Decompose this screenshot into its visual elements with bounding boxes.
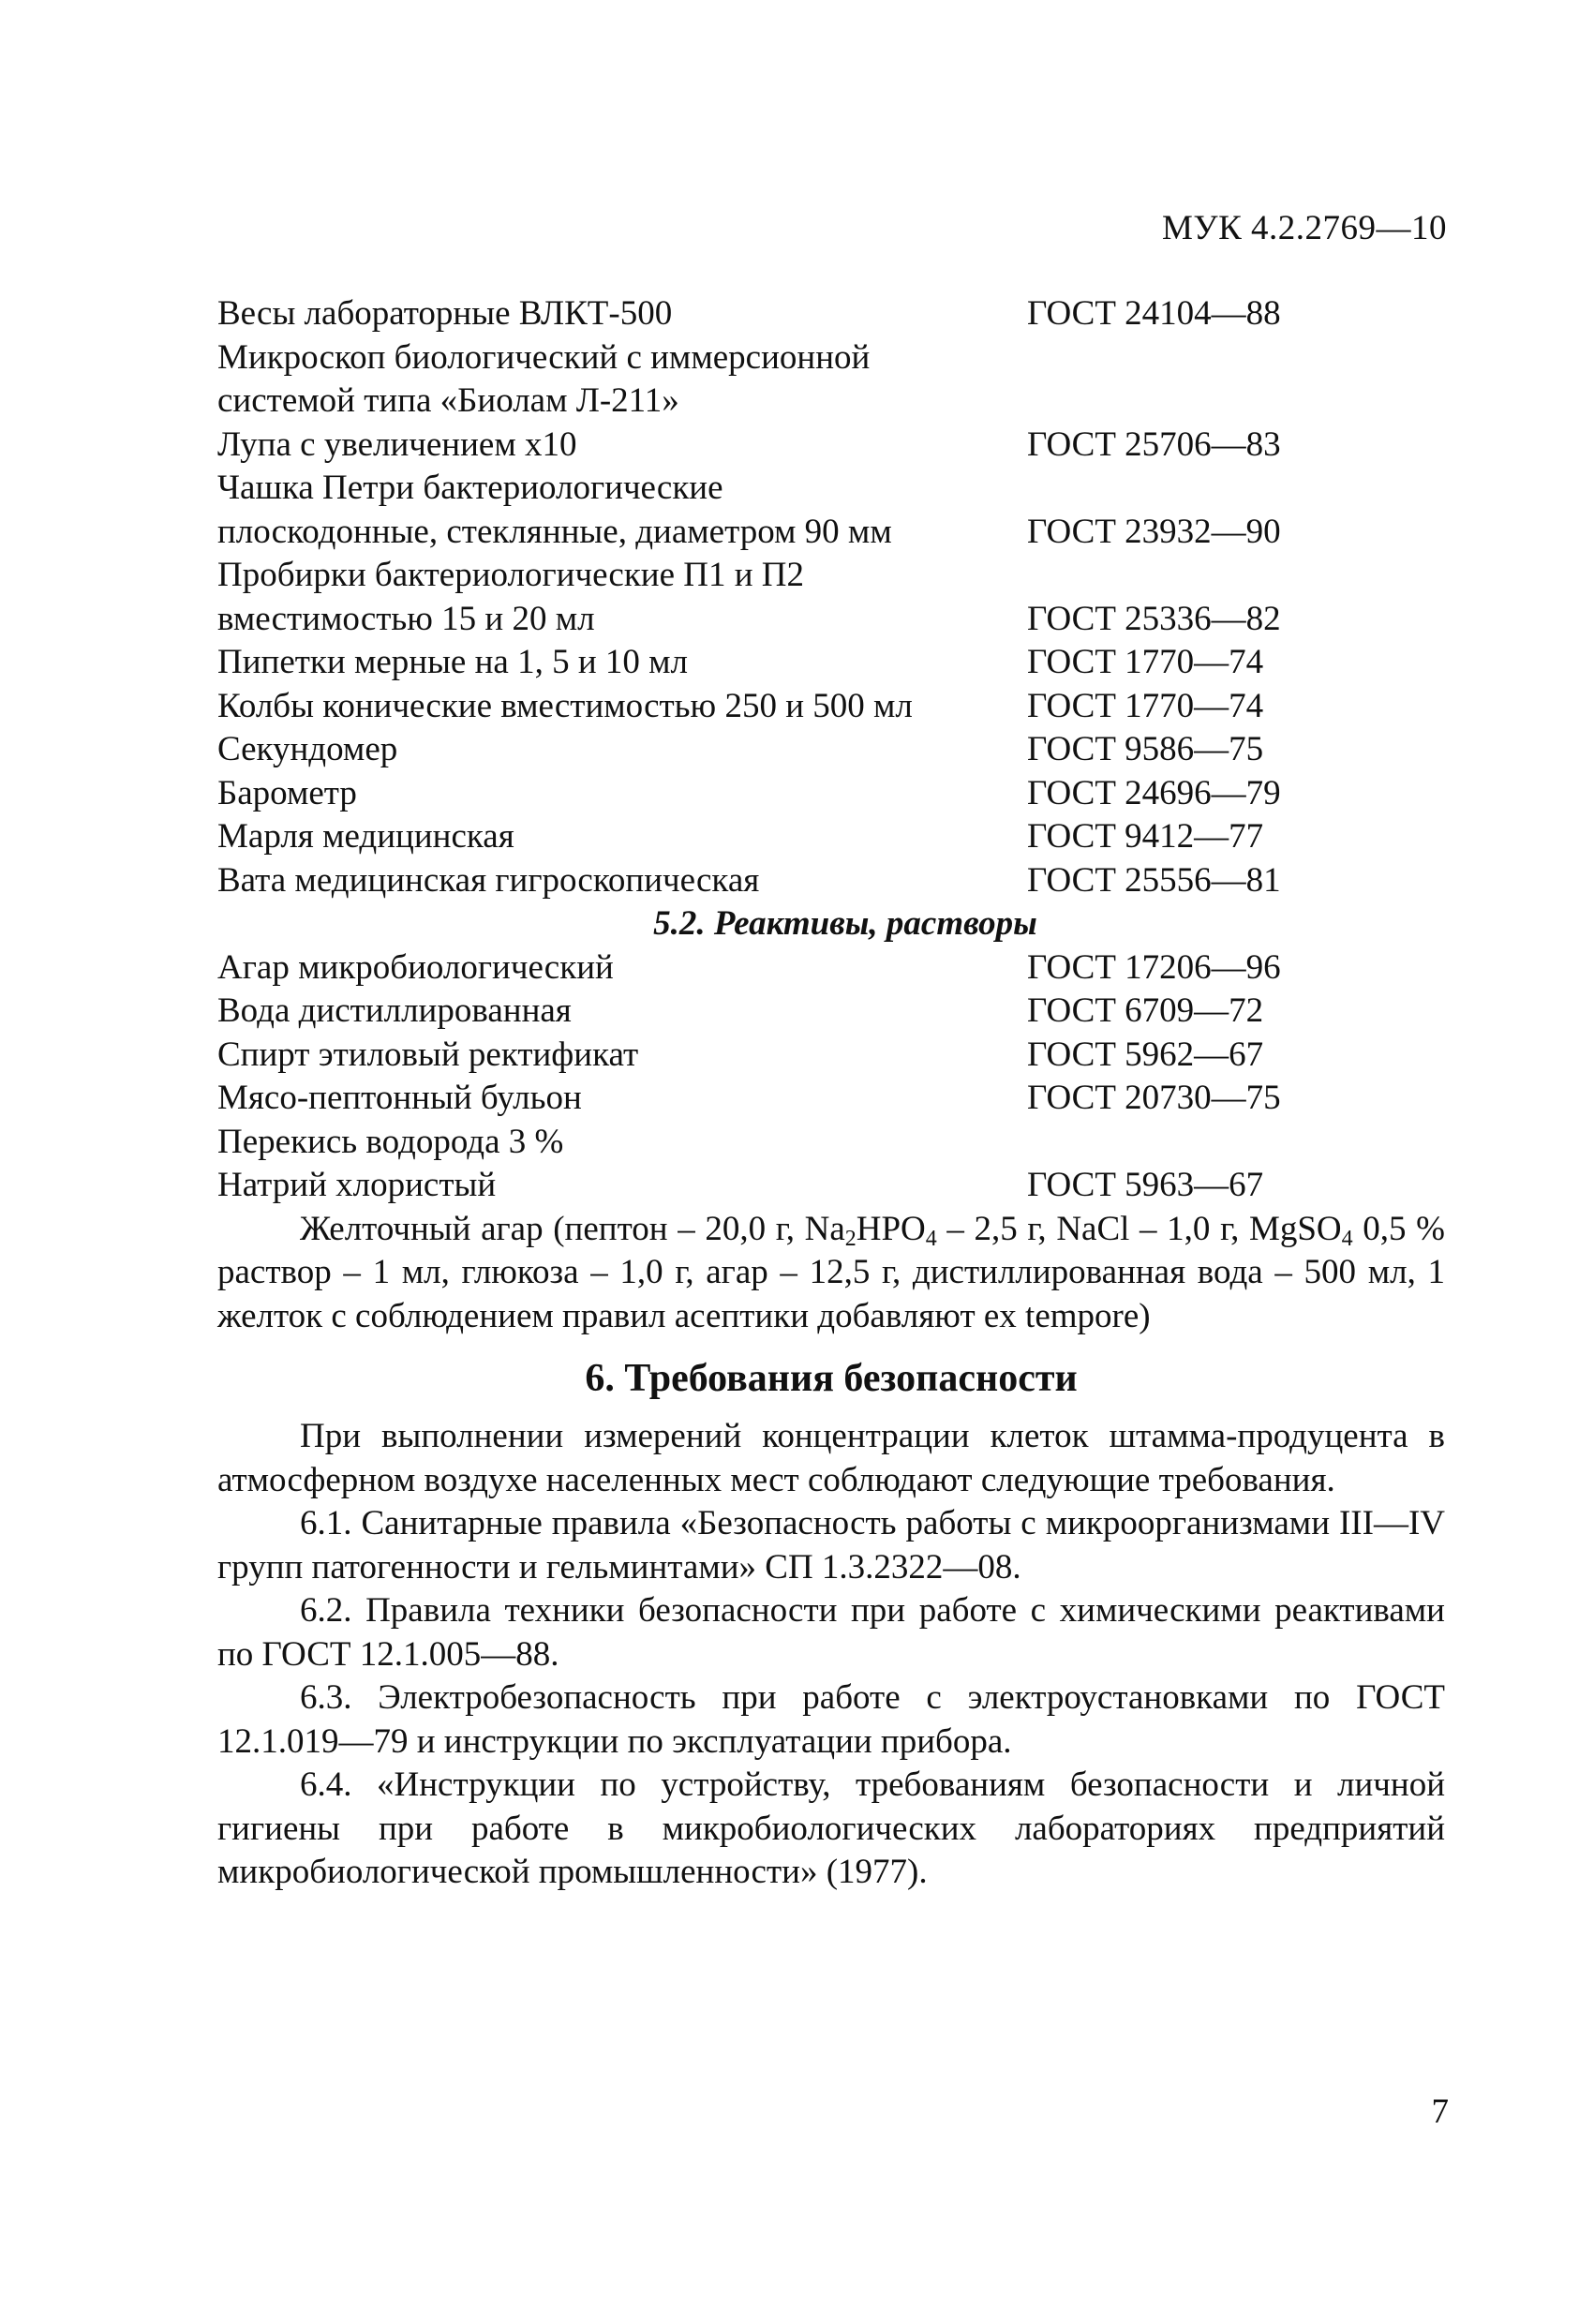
equipment-row — [217, 598, 1445, 642]
equipment-name: Весы лабораторные ВЛКТ-500 — [217, 294, 673, 333]
section-6-title: 6. Требования безопасности — [585, 1357, 1078, 1400]
equipment-row — [217, 859, 1445, 903]
subscript: 4 — [925, 1226, 937, 1251]
equipment-name: Чашка Петри бактериологические — [217, 469, 723, 507]
equipment-row — [217, 728, 1445, 772]
equipment-row — [217, 380, 1445, 424]
reagent-row — [217, 1034, 1445, 1078]
section-6-item: 6.4. «Инструкции по устройству, требованиям безопасности и личной гигиены при работе в микробиологических лабораториях предприятий микробиологической промышленности» (1977). — [217, 1765, 1445, 1891]
equipment-standard: ГОСТ 24104—88 — [1027, 294, 1281, 333]
equipment-standard: ГОСТ 9586—75 — [1027, 730, 1264, 768]
reagent-standard: ГОСТ 20730—75 — [1027, 1079, 1281, 1117]
equipment-name: Микроскоп биологический с иммерсионной — [217, 337, 871, 377]
yolk-agar-text-4: 0,5 % раствор – 1 мл, глюкоза – 1,0 г, агар – 12,5 г, дистиллированная вода – 500 мл, 1 желток с соблюдением правил асептики добавляют ex tempore) — [217, 1209, 1445, 1335]
section-6-item: 6.1. Санитарные правила «Безопасность работы с микроорганизмами III—IV групп патогенности и гельминтами» СП 1.3.2322—08. — [217, 1504, 1445, 1587]
document-code-header: МУК 4.2.2769—10 — [1161, 209, 1447, 247]
equipment-name: Секундомер — [217, 730, 398, 768]
reagent-row — [217, 990, 1445, 1034]
yolk-agar-text-2: HPO — [856, 1209, 926, 1248]
section-6-item: 6.3. Электробезопасность при работе с электроустановками по ГОСТ 12.1.019—79 и инструкции по эксплуатации прибора. — [217, 1678, 1445, 1761]
yolk-agar-text-1: Желточный агар (пептон – 20,0 г, Na — [300, 1209, 845, 1248]
reagent-name: Спирт этиловый ректификат — [217, 1035, 639, 1074]
reagent-name: Перекись водорода 3 % — [217, 1122, 564, 1161]
equipment-name: вместимостью 15 и 20 мл — [217, 599, 595, 638]
equipment-name: плоскодонные, стеклянные, диаметром 90 мм — [217, 512, 892, 551]
equipment-name: системой типа «Биолам Л-211» — [217, 381, 679, 420]
reagent-standard: ГОСТ 17206—96 — [1027, 947, 1281, 987]
equipment-name: Пробирки бактериологические П1 и П2 — [217, 556, 805, 594]
reagent-row — [217, 1077, 1445, 1121]
equipment-row — [217, 772, 1445, 816]
equipment-standard: ГОСТ 25336—82 — [1027, 599, 1281, 638]
equipment-row — [217, 511, 1445, 555]
equipment-name: Марля медицинская — [217, 817, 514, 856]
subscript: 2 — [844, 1226, 857, 1251]
equipment-name: Лупа с увеличением x10 — [217, 425, 577, 464]
equipment-row — [217, 424, 1445, 468]
reagent-name: Мясо-пептонный бульон — [217, 1079, 582, 1117]
equipment-standard: ГОСТ 24696—79 — [1027, 773, 1281, 812]
reagent-standard: ГОСТ 6709—72 — [1027, 991, 1264, 1030]
reagent-name: Натрий хлористый — [217, 1166, 497, 1204]
equipment-standard: ГОСТ 23932—90 — [1027, 512, 1281, 551]
reagents-subheading: 5.2. Реактивы, растворы — [653, 904, 1037, 943]
page-content — [217, 292, 1445, 1895]
equipment-row — [217, 336, 1445, 380]
section-6-intro: При выполнении измерений концентрации клеток штамма-продуцента в атмосферном воздухе населенных мест соблюдают следующие требования. — [217, 1417, 1445, 1499]
equipment-standard: ГОСТ 9412—77 — [1027, 817, 1264, 856]
equipment-list — [217, 292, 1445, 902]
equipment-standard: ГОСТ 25706—83 — [1027, 425, 1281, 464]
yolk-agar-text-3: – 2,5 г, NaCl – 1,0 г, MgSO — [936, 1209, 1342, 1248]
equipment-name: Пипетки мерные на 1, 5 и 10 мл — [217, 643, 689, 681]
reagent-name: Вода дистиллированная — [217, 991, 572, 1030]
equipment-standard: ГОСТ 25556—81 — [1027, 860, 1281, 900]
reagents-list — [217, 946, 1445, 1208]
reagent-standard: ГОСТ 5962—67 — [1027, 1035, 1264, 1074]
subscript: 4 — [1341, 1226, 1353, 1251]
reagent-name: Агар микробиологический — [217, 947, 614, 987]
reagent-row — [217, 1164, 1445, 1208]
equipment-row — [217, 815, 1445, 859]
equipment-row — [217, 641, 1445, 685]
equipment-row — [217, 685, 1445, 729]
equipment-row — [217, 467, 1445, 511]
yolk-agar-paragraph — [217, 1208, 1445, 1339]
reagent-standard: ГОСТ 5963—67 — [1027, 1166, 1264, 1204]
reagent-row — [217, 946, 1445, 991]
equipment-row — [217, 554, 1445, 598]
section-6-item: 6.2. Правила техники безопасности при работе с химическими реактивами по ГОСТ 12.1.005—88. — [217, 1591, 1445, 1674]
reagent-row — [217, 1121, 1445, 1165]
equipment-name: Барометр — [217, 773, 357, 812]
page-number: 7 — [1431, 2093, 1449, 2131]
equipment-standard: ГОСТ 1770—74 — [1027, 686, 1264, 725]
equipment-name: Колбы конические вместимостью 250 и 500 мл — [217, 686, 913, 725]
equipment-row — [217, 292, 1445, 336]
equipment-standard: ГОСТ 1770—74 — [1027, 643, 1264, 681]
equipment-name: Вата медицинская гигроскопическая — [217, 860, 760, 900]
